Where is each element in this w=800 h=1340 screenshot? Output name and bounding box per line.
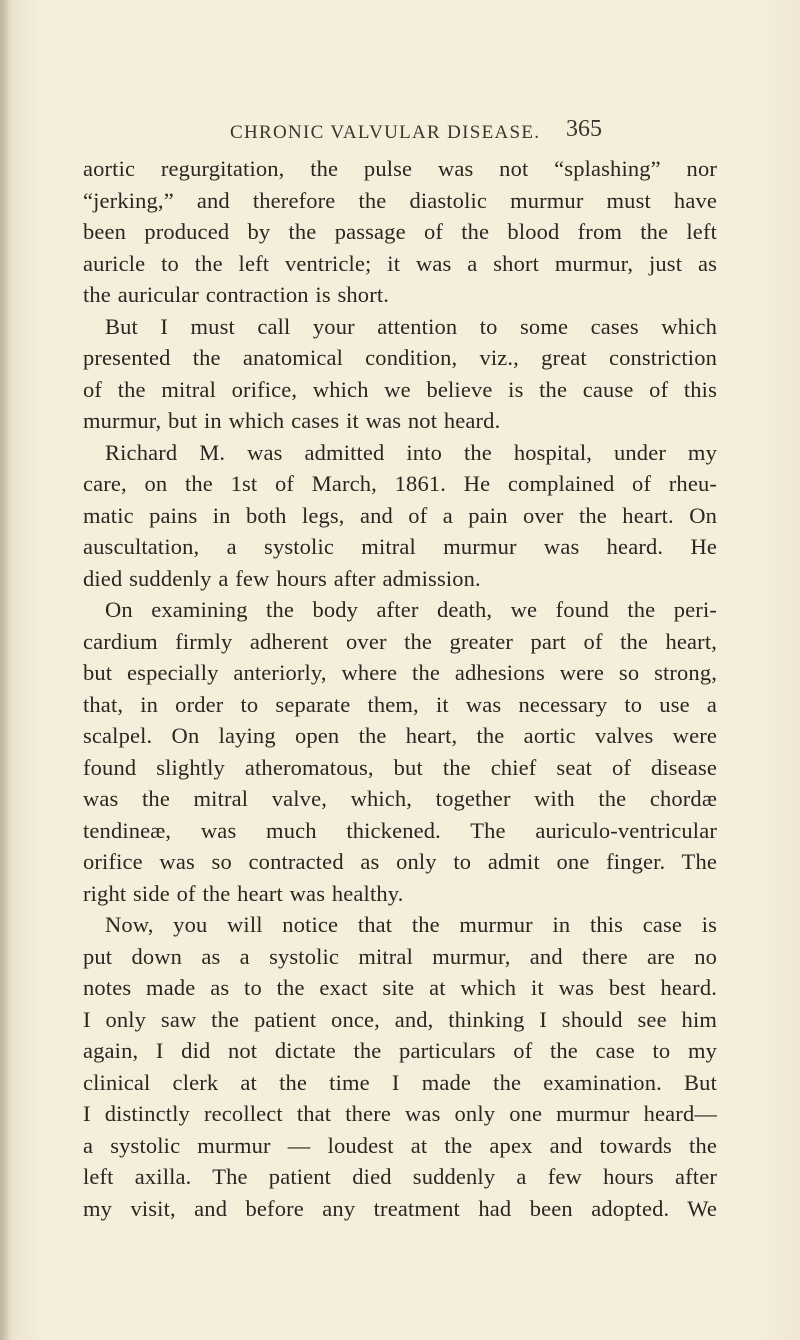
text-line: matic pains in both legs, and of a pain over the heart. On: [83, 502, 717, 528]
text-line: my visit, and before any treatment had been adopted. We: [83, 1195, 717, 1221]
text-line: was the mitral valve, which, together with the chordæ: [83, 786, 717, 811]
text-line: “jerking,” and therefore the diastolic murmur must have: [83, 187, 717, 213]
text-line: put down as a systolic mitral murmur, and there are no: [83, 943, 717, 969]
text-line: auscultation, a systolic mitral murmur was heard. He: [83, 534, 717, 559]
text-line: been produced by the passage of the blood from the left: [83, 219, 717, 244]
text-line: right side of the heart was healthy.: [83, 880, 404, 906]
text-line: that, in order to separate them, it was necessary to use a: [83, 691, 717, 717]
text-line: But I must call your attention to some cases which: [105, 313, 717, 339]
text-line: notes made as to the exact site at which it was best heard.: [83, 975, 717, 1000]
text-line: orifice was so contracted as only to admit one finger. The: [83, 849, 717, 874]
text-line: of the mitral orifice, which we believe is the cause of this: [83, 376, 717, 402]
text-line: the auricular contraction is short.: [83, 282, 390, 307]
text-line: cardium firmly adherent over the greater part of the heart,: [83, 628, 717, 654]
text-line: care, on the 1st of March, 1861. He complained of rheu-: [83, 471, 717, 496]
running-title: CHRONIC VALVULAR DISEASE.: [230, 122, 541, 143]
text-line: but especially anteriorly, where the adhesions were so strong,: [83, 660, 717, 685]
text-line: tendineæ, was much thickened. The auriculo-ventricular: [83, 817, 717, 843]
text-line: Now, you will notice that the murmur in this case is: [105, 912, 717, 937]
text-line: I distinctly recollect that there was only one murmur heard—: [83, 1101, 717, 1126]
text-line: scalpel. On laying open the heart, the aortic valves were: [83, 723, 717, 748]
text-line: I only saw the patient once, and, thinking I should see him: [83, 1006, 717, 1032]
text-line: again, I did not dictate the particulars of the case to my: [83, 1038, 717, 1063]
text-line: died suddenly a few hours after admission.: [83, 565, 481, 591]
text-line: found slightly atheromatous, but the chief seat of disease: [83, 754, 717, 780]
text-line: auricle to the left ventricle; it was a short murmur, just as: [83, 250, 717, 276]
text-line: Richard M. was admitted into the hospital, under my: [105, 439, 717, 465]
page-number: 365: [566, 116, 602, 142]
text-line: clinical clerk at the time I made the examination. But: [83, 1069, 717, 1095]
text-line: aortic regurgitation, the pulse was not “splashing” nor: [83, 156, 717, 181]
gutter-shadow: [0, 0, 10, 1340]
text-line: murmur, but in which cases it was not heard.: [83, 408, 501, 433]
text-line: presented the anatomical condition, viz., great constriction: [83, 345, 717, 370]
text-line: left axilla. The patient died suddenly a few hours after: [83, 1164, 717, 1189]
body-text: [83, 153, 717, 1224]
text-line: a systolic murmur — loudest at the apex and towards the: [83, 1132, 717, 1158]
running-head: [0, 118, 800, 148]
text-line: On examining the body after death, we found the peri-: [105, 597, 717, 622]
